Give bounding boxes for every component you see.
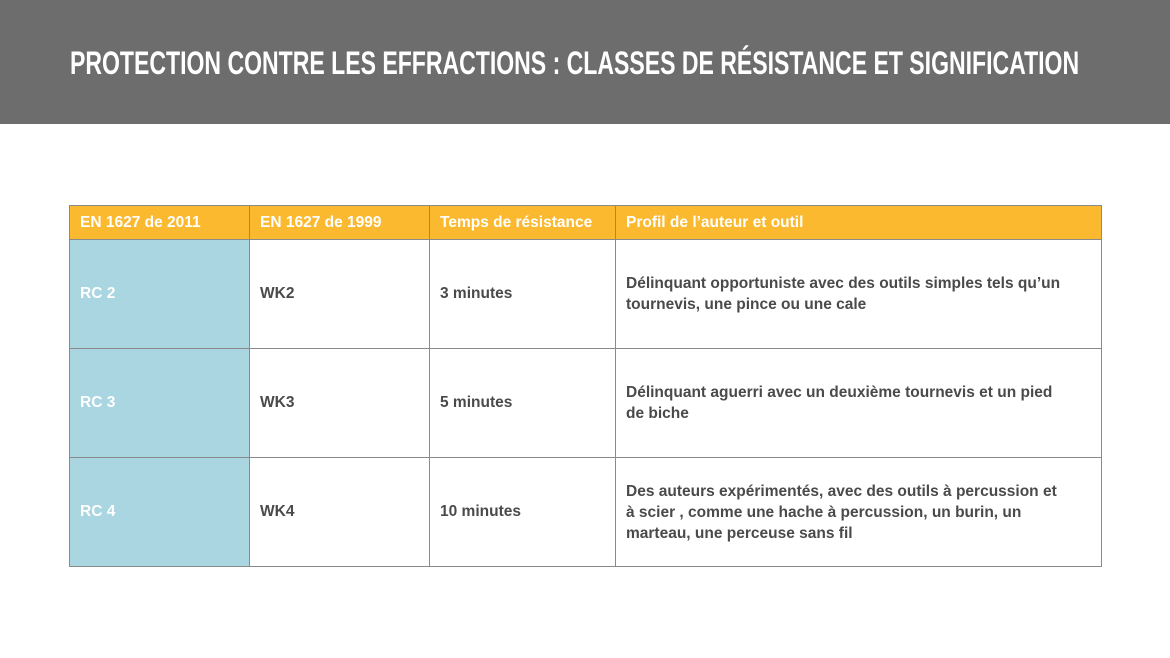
table-header-row (70, 206, 1102, 240)
class-2011-cell: RC 3 (70, 349, 250, 458)
profile-cell: Délinquant aguerri avec un deuxième tournevis et un pied de biche (616, 349, 1102, 458)
profile-cell: Des auteurs expérimentés, avec des outils à percussion et à scier , comme une hache à percussion, un burin, un marteau, une perceuse sans fil (616, 458, 1102, 567)
class-2011-cell: RC 2 (70, 240, 250, 349)
class-2011-cell: RC 4 (70, 458, 250, 567)
table-row (70, 458, 1102, 567)
resistance-time-cell: 5 minutes (430, 349, 616, 458)
table-row (70, 240, 1102, 349)
column-header-en1627-1999: EN 1627 de 1999 (250, 206, 430, 240)
page-title: PROTECTION CONTRE LES EFFRACTIONS : CLASSES DE RÉSISTANCE ET SIGNIFICATION (70, 45, 1080, 81)
class-1999-cell: WK4 (250, 458, 430, 567)
class-1999-cell: WK2 (250, 240, 430, 349)
resistance-classes-table (69, 205, 1102, 567)
resistance-time-cell: 3 minutes (430, 240, 616, 349)
class-1999-cell: WK3 (250, 349, 430, 458)
profile-cell: Délinquant opportuniste avec des outils simples tels qu’un tournevis, une pince ou une cale (616, 240, 1102, 349)
column-header-profile: Profil de l’auteur et outil (616, 206, 1102, 240)
table-row (70, 349, 1102, 458)
resistance-table-container (69, 205, 1101, 567)
column-header-en1627-2011: EN 1627 de 2011 (70, 206, 250, 240)
resistance-time-cell: 10 minutes (430, 458, 616, 567)
column-header-resistance-time: Temps de résistance (430, 206, 616, 240)
